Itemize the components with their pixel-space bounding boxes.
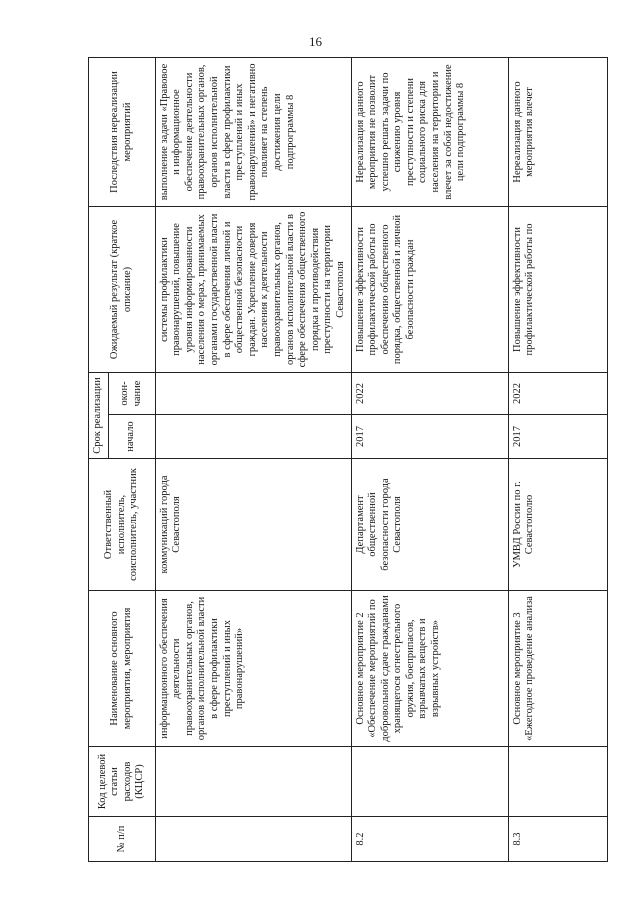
header-result: Ожидаемый результат (краткое описание) xyxy=(89,206,156,372)
row-consequences: выполнение задачи «Правовое и информационное обеспечение деятельности правоохранительных органов, органов исполнительной власти в сфере профилактики преступлений и иных правонарушений» и негативно повлияет на степень достижения цели подпрограммы 8 xyxy=(155,57,351,206)
row-code xyxy=(155,747,351,817)
row-end: 2022 xyxy=(351,372,508,414)
row-responsible: коммуникаций города Севастополя xyxy=(155,459,351,591)
page-number: 16 xyxy=(309,34,322,49)
header-consequences: Последствия нереализации мероприятий xyxy=(89,57,156,206)
header-term: Срок реализации xyxy=(89,372,109,458)
row-end: 2022 xyxy=(508,372,608,414)
row-result: системы профилактики правонарушений, повышение уровня информированности населения о мерах, принимаемых органами государственной власти в сфере обеспечения личной и общественной безопасности граждан. Укрепление доверия населения к деятельности правоохранительных органов, органов исполнительной власти в сфере обеспечения общественного порядка и противодействия преступности на территории Севастополя xyxy=(155,206,351,372)
row-name: Основное мероприятие 3 «Ежегодное проведение анализа xyxy=(508,591,608,747)
row-num xyxy=(155,817,351,862)
header-name: Наименование основного мероприятия, мероприятия xyxy=(89,591,156,747)
row-num: 8.2 xyxy=(351,817,508,862)
table-row xyxy=(155,57,351,861)
row-responsible: Департамент общественной безопасности города Севастополя xyxy=(351,459,508,591)
header-num: № п/п xyxy=(89,817,156,862)
row-responsible: УМВД России по г. Севастополю xyxy=(508,459,608,591)
header-responsible: Ответственный исполнитель, соисполнитель, участник xyxy=(89,459,156,591)
header-term-end: окон-чание xyxy=(108,372,155,414)
row-code xyxy=(508,747,608,817)
row-code xyxy=(351,747,508,817)
row-name: Основное мероприятие 2 «Обеспечение мероприятий по добровольной сдаче гражданами хранящегося огнестрельного оружия, боеприпасов, взрывчатых веществ и взрывных устройств» xyxy=(351,591,508,747)
row-consequences: Нереализация данного мероприятия не позволит успешно решать задачи по снижению уровня преступности и степени социального риска для населения на территории и влечет за собой недостижение цели подпрограммы 8 xyxy=(351,57,508,206)
header-code: Код целевой статьи расходов (КЦСР) xyxy=(89,747,156,817)
table-row xyxy=(351,57,508,861)
header-row xyxy=(89,57,109,861)
row-start: 2017 xyxy=(351,415,508,459)
row-consequences: Нереализация данного мероприятия влечет xyxy=(508,57,608,206)
row-end xyxy=(155,372,351,414)
activities-table xyxy=(88,57,608,862)
row-start: 2017 xyxy=(508,415,608,459)
row-result: Повышение эффективности профилактической работы по xyxy=(508,206,608,372)
header-term-start: начало xyxy=(108,415,155,459)
row-name: информационного обеспечения деятельности правоохранительных органов, органов исполнительной власти в сфере профилактики преступлений и иных правонарушений» xyxy=(155,591,351,747)
table-row xyxy=(508,57,608,861)
row-num: 8.3 xyxy=(508,817,608,862)
row-result: Повышение эффективности профилактической работы по обеспечению общественного порядка, общественной и личной безопасности граждан xyxy=(351,206,508,372)
row-start xyxy=(155,415,351,459)
rotated-table-wrapper xyxy=(88,58,608,862)
